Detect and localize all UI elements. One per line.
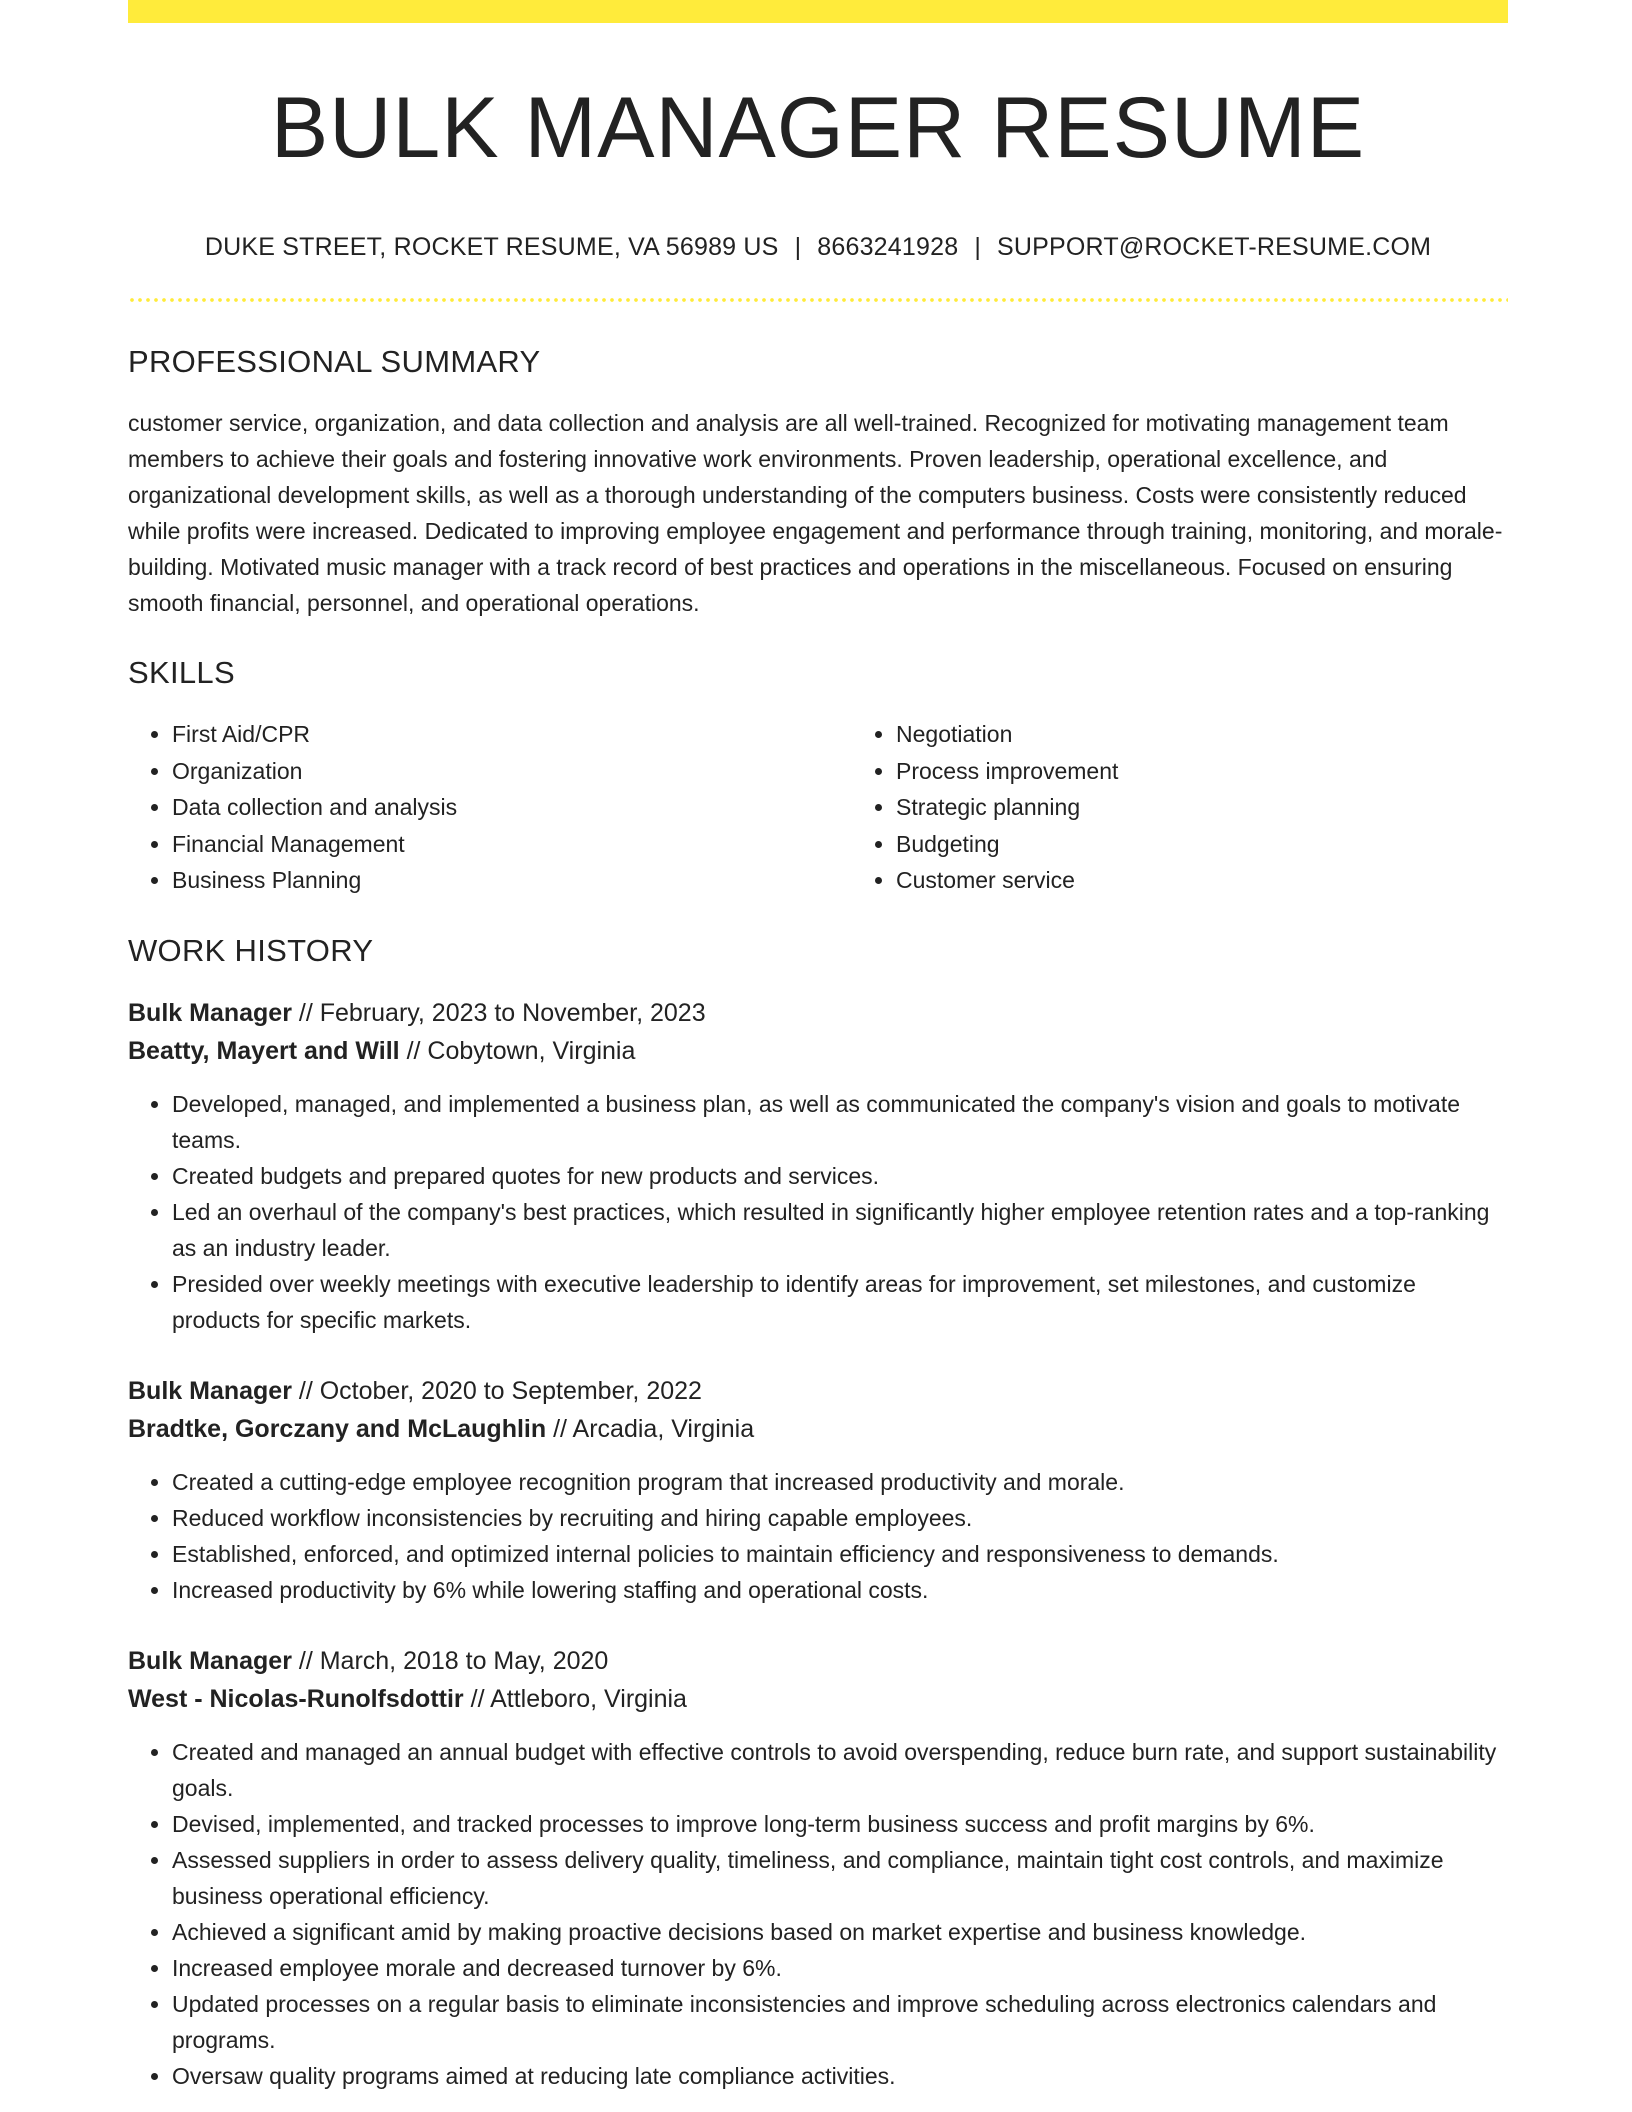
- job-bullet: • Increased productivity by 6% while lowering staffing and operational costs.: [172, 1572, 1508, 1608]
- job-company: Bradtke, Gorczany and McLaughlin: [128, 1414, 547, 1443]
- contact-separator: |: [974, 233, 982, 261]
- contact-separator: |: [794, 233, 802, 261]
- resume-page: [128, 0, 1508, 2094]
- skills-list: [128, 716, 1508, 899]
- job-bullet: • Achieved a significant amid by making proactive decisions based on market expertise and business knowledge.: [172, 1914, 1508, 1950]
- skill-item: • Budgeting: [896, 826, 1508, 863]
- skill-item: • Customer service: [896, 862, 1508, 899]
- skill-item: • Organization: [172, 753, 852, 790]
- summary-heading: PROFESSIONAL SUMMARY: [128, 344, 541, 379]
- job-bullet: • Created budgets and prepared quotes for new products and services.: [172, 1158, 1508, 1194]
- job-dates: // March, 2018 to May, 2020: [298, 1646, 609, 1675]
- job-dates: // October, 2020 to September, 2022: [298, 1376, 702, 1405]
- job-bullet: • Created a cutting-edge employee recognition program that increased productivity and morale.: [172, 1464, 1508, 1500]
- skill-item: • Process improvement: [896, 753, 1508, 790]
- job-bullet: • Reduced workflow inconsistencies by recruiting and hiring capable employees.: [172, 1500, 1508, 1536]
- job-title: Bulk Manager: [128, 1646, 292, 1675]
- skills-column-left: [128, 716, 852, 899]
- job-title-line: [128, 1372, 1508, 1410]
- accent-top-bar: [128, 0, 1508, 23]
- skill-item: • Negotiation: [896, 716, 1508, 753]
- job-dates: // February, 2023 to November, 2023: [298, 998, 706, 1027]
- job-bullet: • Devised, implemented, and tracked processes to improve long-term business success and profit margins by 6%.: [172, 1806, 1508, 1842]
- skill-item: • Business Planning: [172, 862, 852, 899]
- job-title-line: [128, 1642, 1508, 1680]
- job-bullet: • Presided over weekly meetings with executive leadership to identify areas for improvement, set milestones, and customize products for specific markets.: [172, 1266, 1508, 1338]
- skill-item: • Data collection and analysis: [172, 789, 852, 826]
- work-history-list: [128, 994, 1508, 2094]
- resume-title: BULK MANAGER RESUME: [270, 80, 1366, 176]
- job-location: // Arcadia, Virginia: [553, 1414, 755, 1443]
- contact-phone: 8663241928: [817, 233, 959, 261]
- job-entry: [128, 1642, 1508, 2094]
- job-bullets: [128, 1464, 1508, 1608]
- skill-item: • Financial Management: [172, 826, 852, 863]
- job-bullet: • Oversaw quality programs aimed at reducing late compliance activities.: [172, 2058, 1508, 2094]
- skill-item: • First Aid/CPR: [172, 716, 852, 753]
- contact-email: SUPPORT@ROCKET-RESUME.COM: [997, 233, 1432, 261]
- job-company-line: [128, 1410, 1508, 1448]
- job-location: // Attleboro, Virginia: [470, 1684, 687, 1713]
- job-bullets: [128, 1734, 1508, 2094]
- job-company-line: [128, 1032, 1508, 1070]
- skills-heading: SKILLS: [128, 655, 235, 690]
- work-history-heading: WORK HISTORY: [128, 932, 374, 968]
- job-company-line: [128, 1680, 1508, 1718]
- contact-line: [128, 233, 1508, 262]
- job-bullet: • Updated processes on a regular basis to eliminate inconsistencies and improve scheduling across electronics calendars and programs.: [172, 1986, 1508, 2058]
- job-bullet: • Developed, managed, and implemented a business plan, as well as communicated the company's vision and goals to motivate teams.: [172, 1086, 1508, 1158]
- job-bullet: • Assessed suppliers in order to assess delivery quality, timeliness, and compliance, maintain tight cost controls, and maximize business operational efficiency.: [172, 1842, 1508, 1914]
- skill-item: • Strategic planning: [896, 789, 1508, 826]
- job-entry: [128, 994, 1508, 1338]
- skills-column-right: [852, 716, 1508, 899]
- job-entry: [128, 1372, 1508, 1608]
- job-company: Beatty, Mayert and Will: [128, 1036, 400, 1065]
- job-bullet: • Increased employee morale and decreased turnover by 6%.: [172, 1950, 1508, 1986]
- job-company: West - Nicolas-Runolfsdottir: [128, 1684, 464, 1713]
- summary-text: customer service, organization, and data collection and analysis are all well-trained. Recognized for motivating management team members to achieve their goals and fostering innovative work environments. Proven leadership, operational excellence, and organizational development skills, as well as a thorough understanding of the computers business. Costs were consistently reduced while profits were increased. Dedicated to improving employee engagement and performance through training, monitoring, and morale-building. Motivated music manager with a track record of best practices and operations in the miscellaneous. Focused on ensuring smooth financial, personnel, and operational operations.: [128, 410, 1503, 616]
- job-title: Bulk Manager: [128, 998, 292, 1027]
- job-bullets: [128, 1086, 1508, 1338]
- job-location: // Cobytown, Virginia: [406, 1036, 636, 1065]
- job-bullet: • Established, enforced, and optimized internal policies to maintain efficiency and responsiveness to demands.: [172, 1536, 1508, 1572]
- job-title: Bulk Manager: [128, 1376, 292, 1405]
- contact-address: DUKE STREET, ROCKET RESUME, VA 56989 US: [204, 233, 779, 261]
- job-bullet: • Led an overhaul of the company's best practices, which resulted in significantly higher employee retention rates and a top-ranking as an industry leader.: [172, 1194, 1508, 1266]
- job-title-line: [128, 994, 1508, 1032]
- job-bullet: • Created and managed an annual budget with effective controls to avoid overspending, reduce burn rate, and support sustainability goals.: [172, 1734, 1508, 1806]
- dotted-divider: [128, 298, 1508, 302]
